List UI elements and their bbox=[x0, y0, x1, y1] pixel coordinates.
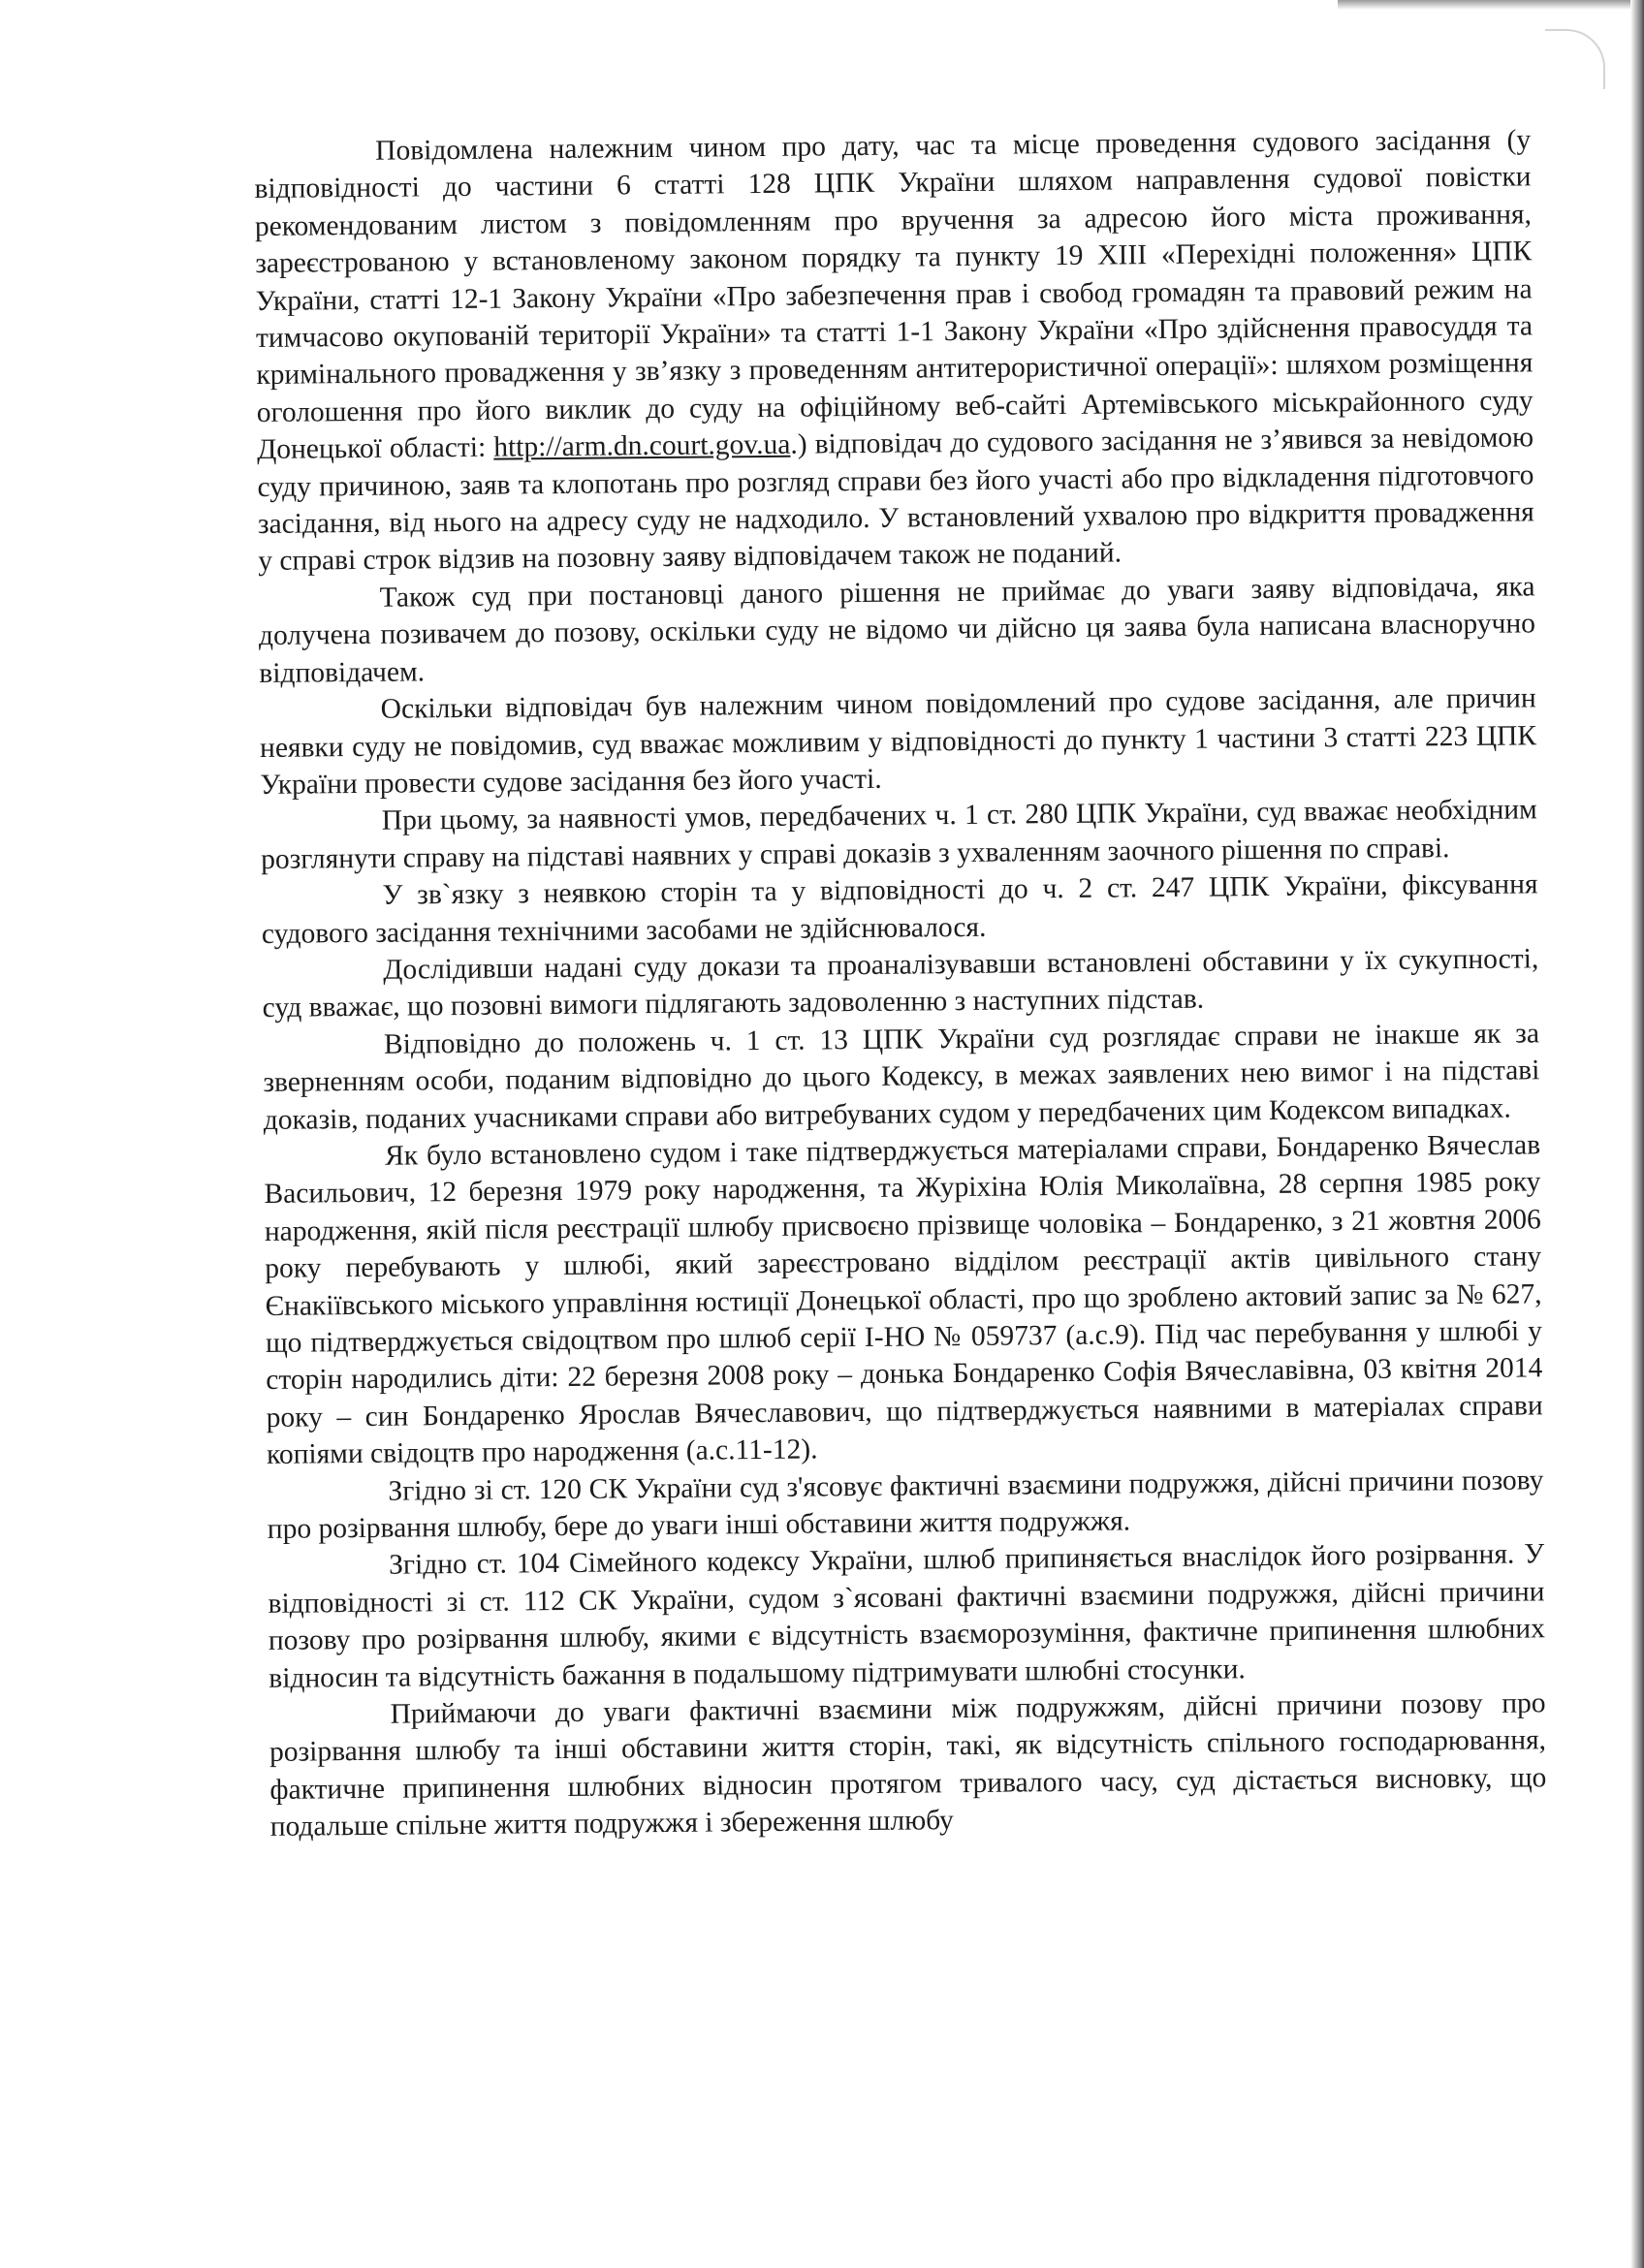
paragraph-10: Згідно ст. 104 Сімейного кодексу України, шлюб припиняється внаслідок його розірвання. У відповідності зі ст. 112 СК України, судом з`ясовані фактичні взаємини подружжя, дійсні причини позову про розірвання шлюбу, якими є відсутність взаєморозуміння, фактичне припинення шлюбних відносин та відсутність бажання в подальшому підтримувати шлюбні стосунки. bbox=[268, 1538, 1546, 1694]
paragraph-4: При цьому, за наявності умов, передбачених ч. 1 ст. 280 ЦПК України, суд вважає необхідним розглянути справу на підставі наявних у справі доказів з ухваленням заочного рішення по справі. bbox=[261, 794, 1537, 875]
paragraph-1-text-start: Повідомлена належним чином про дату, час та місце проведення судового засідання (у відповідності до частини 6 статті 128 ЦПК України шляхом направлення судової повістки рекомендованим листом з повідомленням про вручення за адресою його міста проживання, зареєстрованою у встановленому законом порядку та пункту 19 ХІІІ «Перехідні положення» ЦПК України, статті 12-1 Закону України «Про забезпечення прав і свобод громадян та правовий режим на тимчасово окупованій території України» та статті 1-1 Закону України «Про здійснення правосуддя та кримінального провадження у зв’язку з проведенням антитерористичної операції»: шляхом розміщення оголошення про його виклик до суду на офіційному веб-сайті Артемівського міськрайонного суду Донецької області: bbox=[254, 124, 1533, 466]
paragraph-5: У зв`язку з неявкою сторін та у відповідності до ч. 2 ст. 247 ЦПК України, фіксування судового засідання технічними засобами не здійснювалося. bbox=[261, 868, 1538, 950]
paragraph-6: Дослідивши надані суду докази та проаналізувавши встановлені обставини у їх сукупності, суд вважає, що позовні вимоги підлягають задоволенню з наступних підстав. bbox=[262, 943, 1539, 1024]
paragraph-11: Приймаючи до уваги фактичні взаємини між подружжям, дійсні причини позову про розірвання шлюбу та інші обставини життя сторін, такі, як відсутність спільного господарювання, фактичне припинення шлюбних відносин протягом тривалого часу, суд дістається висновку, що подальше спільне життя подружжя і збереження шлюбу bbox=[269, 1687, 1547, 1843]
paragraph-3: Оскільки відповідач був належним чином повідомлений про судове засідання, але причин неявки суду не повідомив, суд вважає можливим у відповідності до пункту 1 частини 3 статті 223 ЦПК України провести судове засідання без його участі. bbox=[259, 682, 1537, 801]
paragraph-9: Згідно зі ст. 120 СК України суд з'ясовує фактичні взаємини подружжя, дійсні причини позову про розірвання шлюбу, бере до уваги інші обставини життя подружжя. bbox=[267, 1464, 1544, 1545]
document-body bbox=[254, 121, 1547, 1845]
paragraph-2: Також суд при постановці даного рішення не приймає до уваги заяву відповідача, яка долучена позивачем до позову, оскільки суду не відомо чи дійсно ця заява була написана власноручно відповідачем. bbox=[258, 571, 1536, 689]
scan-edge-top bbox=[1338, 0, 1644, 10]
paragraph-8: Як було встановлено судом і таке підтверджується матеріалами справи, Бондаренко Вячеслав Васильович, 12 березня 1979 року народження, та Журіхіна Юлія Миколаївна, 28 серпня 1985 року народження, якій після реєстрації шлюбу присвоєно прізвище чоловіка – Бондаренко, з 21 жовтня 2006 року перебувають у шлюбі, який зареєстровано відділом реєстрації актів цивільного стану Єнакіївського міського управління юстиції Донецької області, про що зроблено актовий запис за № 627, що підтверджується свідоцтвом про шлюб серії І-НО № 059737 (а.с.9). Під час перебування у шлюбі у сторін народились діти: 22 березня 2008 року – донька Бондаренко Софія Вячеславівна, 03 квітня 2014 року – син Бондаренко Ярослав Вячеславович, що підтверджується наявними в матеріалах справи копіями свідоцтв про народження (а.с.11-12). bbox=[264, 1129, 1543, 1471]
paragraph-7: Відповідно до положень ч. 1 ст. 13 ЦПК України суд розглядає справи не інакше як за зверненням особи, поданим відповідно до цього Кодексу, в межах заявлених нею вимог і на підставі доказів, поданих учасниками справи або витребуваних судом у передбачених цим Кодексом випадках. bbox=[263, 1018, 1540, 1136]
paragraph-1 bbox=[254, 121, 1534, 580]
scan-edge-right bbox=[1630, 0, 1644, 2268]
paragraph-1-text-end: .) відповідач до судового засідання не з’явився за невідомою суду причиною, заяв та клопотань про розгляд справи без його участі або про відкладення підготовчого засідання, від нього на адресу суду не надходило. У встановлений ухвалою про відкриття провадження у справі строк відзив на позовну заяву відповідачем також не поданий. bbox=[257, 422, 1534, 578]
corner-scribble bbox=[1545, 29, 1605, 89]
court-website-link[interactable]: http://arm.dn.court.gov.ua bbox=[493, 428, 791, 463]
